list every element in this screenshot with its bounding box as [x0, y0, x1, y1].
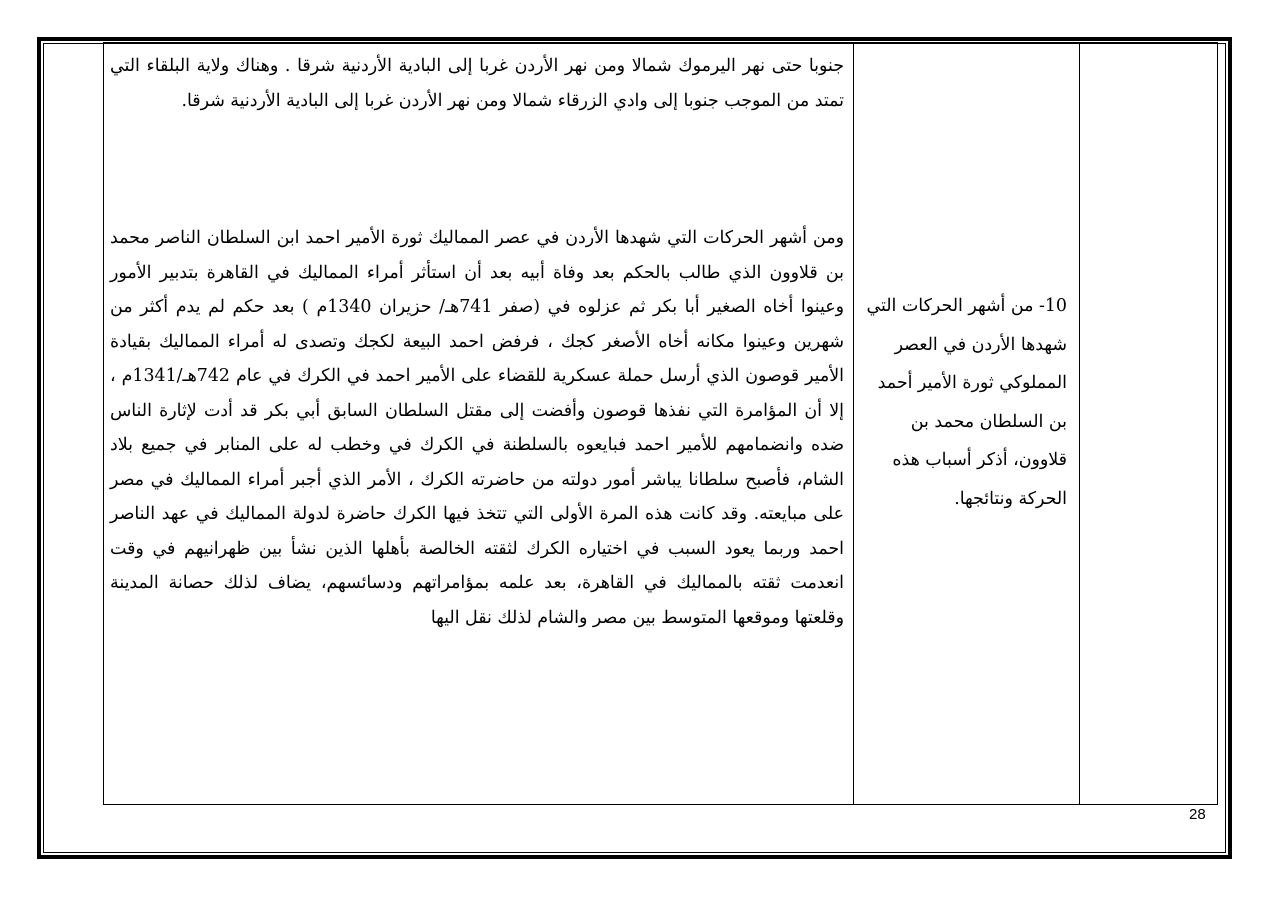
page-number: 28 [1189, 806, 1206, 823]
answer-cell [104, 43, 854, 805]
answer-text [104, 49, 853, 635]
blank-column-cell [1080, 43, 1218, 805]
question-cell [854, 43, 1080, 805]
question-text: 10- من أشهر الحركات التي شهدها الأردن في العصر المملوكي ثورة الأمير أحمد بن السلطان محمد بن قلاوون، أذكر أسباب هذه الحركة ونتائجها. [866, 296, 1067, 509]
answer-paragraph-1: جنوبا حتى نهر اليرموك شمالا ومن نهر الأردن غربا إلى البادية الأردنية شرقا . وهناك ولاية البلقاء التي تمتد من الموجب جنوبا إلى وادي الزرقاء شمالا ومن نهر الأردن غربا إلى البادية الأردنية شرقا. [110, 56, 844, 111]
content-table [103, 42, 1218, 805]
content-table-wrapper [103, 42, 1217, 805]
answer-paragraph-2: ومن أشهر الحركات التي شهدها الأردن في عصر المماليك ثورة الأمير احمد ابن السلطان الناصر محمد بن قلاوون الذي طالب بالحكم بعد وفاة أبيه بعد أن استأثر أمراء المماليك في القاهرة بتدبير الأمور وعينوا أخاه الصغير أبا بكر ثم عزلوه في (صفر 741هـ/ حزيران 1340م ) بعد حكم لم يدم أكثر من شهرين وعينوا مكانه أخاه الأصغر كجك ، فرفض احمد البيعة لكجك وتصدى له أمراء المماليك بقيادة الأمير قوصون الذي أرسل حملة عسكرية للقضاء على الأمير احمد في الكرك في عام 742هـ/1341م ، إلا أن المؤامرة التي نفذها قوصون وأفضت إلى مقتل السلطان السابق أبي بكر قد أدت لإثارة الناس ضده وانضمامهم للأمير احمد فبايعوه بالسلطنة في الكرك في وخطب له على المنابر في جميع بلاد الشام، فأصبح سلطانا يباشر أمور دولته من حاضرته الكرك ، الأمر الذي أجبر أمراء المماليك في مصر على مبايعته. وقد كانت هذه المرة الأولى التي تتخذ فيها الكرك حاضرة لدولة المماليك في عهد الناصر احمد وربما يعود السبب في اختياره الكرك لثقته الخالصة بأهلها الذين نشأ بين ظهرانيهم في وقت انعدمت ثقته بالمماليك في القاهرة، بعد علمه بمؤامراتهم ودسائسهم، يضاف لذلك حصانة المدينة وقلعتها وموقعها المتوسط بين مصر والشام لذلك نقل اليها [110, 228, 844, 628]
paragraph-gap [110, 118, 844, 221]
table-row [104, 43, 1218, 805]
